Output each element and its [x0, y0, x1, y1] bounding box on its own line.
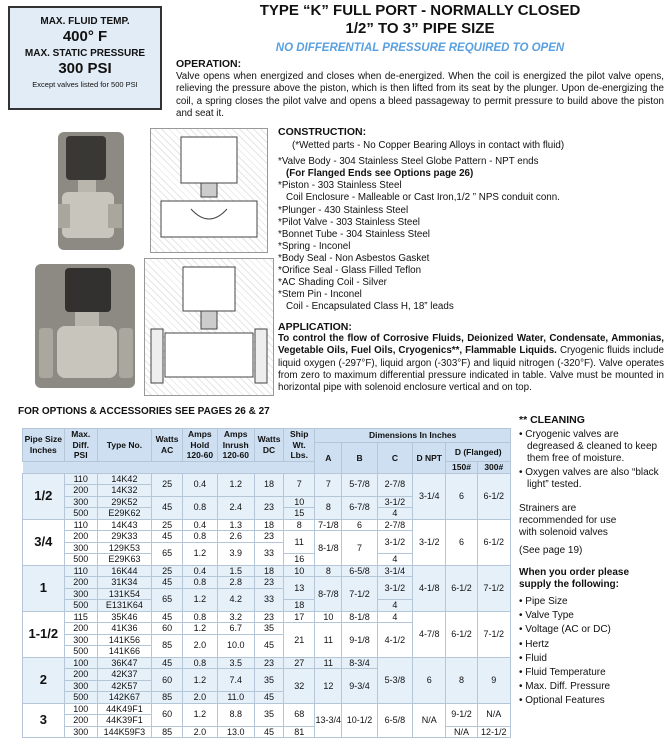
- dim-d-150: 6-1/2: [446, 611, 477, 657]
- max-diff: 300: [64, 542, 97, 554]
- spec-box: [8, 6, 162, 110]
- watts-dc: 33: [254, 542, 283, 565]
- order-item-text: Valve Type: [525, 610, 574, 622]
- ship-wt: 10: [284, 565, 315, 577]
- coil: Coil - Encapsulated Class H, 18” leads: [286, 301, 454, 313]
- max-diff: 500: [64, 600, 97, 612]
- cleaning-heading: ** CLEANING: [519, 414, 585, 426]
- max-diff: 300: [64, 496, 97, 508]
- dim-c: 3-1/2: [377, 577, 412, 600]
- watts-dc: 45: [254, 726, 283, 738]
- dim-c: 4-1/2: [377, 623, 412, 658]
- header-c: C: [377, 443, 412, 474]
- plunger: *Plunger - 430 Stainless Steel: [278, 204, 409, 216]
- ship-wt: 32: [284, 669, 315, 704]
- dim-d-150: 6-1/2: [446, 565, 477, 611]
- type-no: 42K37: [97, 669, 151, 681]
- watts-dc: 35: [254, 669, 283, 692]
- watts-ac: 60: [151, 669, 182, 692]
- dim-d-npt: 4-1/8: [413, 565, 446, 611]
- spring: *Spring - Inconel: [278, 240, 351, 252]
- ship-wt: 18: [284, 600, 315, 612]
- type-no: 14K42: [97, 473, 151, 485]
- dim-d-npt: 3-1/4: [413, 473, 446, 519]
- amps-hold: 0.8: [183, 657, 217, 669]
- pipe-size: 1: [23, 565, 65, 611]
- order-item: • Fluid: [519, 652, 547, 664]
- amps-hold: 0.4: [183, 565, 217, 577]
- amps-inrush: 3.5: [217, 657, 254, 669]
- strainers-note: Strainers are recommended for use with solenoid valves: [519, 503, 617, 538]
- ship-wt: 27: [284, 657, 315, 669]
- max-diff: 200: [64, 531, 97, 543]
- max-diff: 100: [64, 657, 97, 669]
- amps-inrush: 1.5: [217, 565, 254, 577]
- flanged-note: (For Flanged Ends see Options page 26): [286, 168, 474, 180]
- coil-enclosure: Coil Enclosure - Malleable or Cast Iron,1/2 ” NPS conduit conn.: [286, 192, 560, 204]
- order-item: • Voltage (AC or DC): [519, 624, 611, 636]
- type-no: E29K63: [97, 554, 151, 566]
- amps-hold: 1.2: [183, 669, 217, 692]
- pressure-label: MAX. STATIC PRESSURE: [24, 48, 146, 59]
- ship-wt: 7: [284, 473, 315, 496]
- operation-heading: OPERATION:: [176, 58, 242, 70]
- max-diff: 500: [64, 554, 97, 566]
- order-item: • Fluid Temperature: [519, 667, 606, 679]
- amps-hold: 1.2: [183, 542, 217, 565]
- dim-d-npt: 4-7/8: [413, 611, 446, 657]
- order-item-text: Optional Features: [525, 695, 605, 707]
- dim-d-150: 6: [446, 519, 477, 565]
- amps-hold: 1.2: [183, 703, 217, 726]
- watts-dc: 35: [254, 623, 283, 635]
- dim-d-300: 6-1/2: [477, 473, 510, 519]
- header-dimensions: Dimensions In Inches: [315, 429, 511, 443]
- order-item: • Max. Diff. Pressure: [519, 681, 611, 693]
- dim-b: 10-1/2: [342, 703, 377, 738]
- amps-hold: 0.4: [183, 519, 217, 531]
- dim-c: 6-5/8: [377, 703, 412, 738]
- watts-dc: 23: [254, 657, 283, 669]
- watts-dc: 23: [254, 577, 283, 589]
- valve-photo-flanged: [35, 264, 135, 388]
- cleaning-bullet-2-text: Oxygen valves are also “black light” tested.: [525, 467, 659, 490]
- header-watts-ac: Watts AC: [151, 429, 182, 462]
- amps-hold: 0.8: [183, 531, 217, 543]
- pipe-size: 3: [23, 703, 65, 738]
- operation-text: Valve opens when energized and closes when de-energized. When the coil is energized the pilot valve opens, relieving the pressure above the piston, which is then lifted from its seat by the plunger. Upon de-energizing the coil, a spring closes the pilot valve and opens a bleed passageway to permit pressure to build above the piston and seat it.: [176, 71, 664, 120]
- dim-c: 4: [377, 600, 412, 612]
- wetted-note: (*Wetted parts - No Copper Bearing Alloys in contact with fluid): [292, 140, 565, 152]
- amps-inrush: 2.4: [217, 496, 254, 519]
- watts-ac: 45: [151, 577, 182, 589]
- dim-a: 10: [315, 611, 342, 623]
- watts-dc: 23: [254, 531, 283, 543]
- dim-b: 7-1/2: [342, 577, 377, 612]
- header-ship-wt: Ship Wt. Lbs.: [284, 429, 315, 462]
- watts-ac: 60: [151, 623, 182, 635]
- max-diff: 300: [64, 634, 97, 646]
- amps-hold: 0.8: [183, 611, 217, 623]
- pipe-size: 3/4: [23, 519, 65, 565]
- dim-a: 8: [315, 496, 342, 519]
- pipe-size: 2: [23, 657, 65, 703]
- max-diff: 200: [64, 577, 97, 589]
- watts-dc: 23: [254, 496, 283, 519]
- dim-a: 8-7/8: [315, 577, 342, 612]
- type-no: 14K32: [97, 485, 151, 497]
- dim-c: 3-1/4: [377, 565, 412, 577]
- header-pipe-size: Pipe Size Inches: [23, 429, 65, 462]
- header-a: A: [315, 443, 342, 474]
- dim-b: 6-7/8: [342, 496, 377, 519]
- max-diff: 300: [64, 680, 97, 692]
- watts-dc: 45: [254, 634, 283, 657]
- order-item-text: Hertz: [525, 638, 550, 650]
- valve-photo-threaded: [58, 132, 124, 250]
- dim-b: 6: [342, 519, 377, 531]
- amps-inrush: 2.6: [217, 531, 254, 543]
- dim-c: 4: [377, 508, 412, 520]
- watts-ac: 85: [151, 692, 182, 704]
- fluid-temp-label: MAX. FLUID TEMP.: [40, 16, 130, 27]
- dim-d-150: N/A: [446, 726, 477, 738]
- max-diff: 300: [64, 588, 97, 600]
- dim-b: 5-7/8: [342, 473, 377, 496]
- header-b: B: [342, 443, 377, 474]
- watts-ac: 85: [151, 726, 182, 738]
- type-no: 35K46: [97, 611, 151, 623]
- ship-wt: 68: [284, 703, 315, 726]
- amps-inrush: 1.3: [217, 519, 254, 531]
- type-no: 16K44: [97, 565, 151, 577]
- application-section: [278, 321, 664, 394]
- orifice-seal: *Orifice Seal - Glass Filled Teflon: [278, 265, 422, 277]
- max-diff: 300: [64, 726, 97, 738]
- dim-a: 7-1/8: [315, 519, 342, 531]
- amps-inrush: 4.2: [217, 588, 254, 611]
- max-diff: 115: [64, 611, 97, 623]
- type-no: 141K66: [97, 646, 151, 658]
- ship-wt: 16: [284, 554, 315, 566]
- header-d-npt: D NPT: [413, 443, 446, 474]
- max-diff: 500: [64, 692, 97, 704]
- dim-d-npt: 3-1/2: [413, 519, 446, 565]
- order-item-text: Fluid: [525, 652, 547, 664]
- dim-c: 4: [377, 554, 412, 566]
- dim-d-300: N/A: [477, 703, 510, 726]
- header-watts-dc: Watts DC: [254, 429, 283, 462]
- cleaning-section: [519, 414, 667, 709]
- ship-wt: 17: [284, 611, 315, 623]
- type-no: 144K59F3: [97, 726, 151, 738]
- watts-dc: 33: [254, 588, 283, 611]
- watts-ac: 85: [151, 634, 182, 657]
- ship-wt: 11: [284, 531, 315, 554]
- see-page-note: (See page 19): [519, 545, 583, 556]
- type-no: 41K36: [97, 623, 151, 635]
- type-no: 29K52: [97, 496, 151, 508]
- fluid-temp-value: 400° F: [62, 28, 108, 45]
- max-diff: 500: [64, 508, 97, 520]
- title-line1: TYPE “K” FULL PORT - NORMALLY CLOSED: [259, 2, 581, 19]
- dim-d-150: 6: [446, 473, 477, 519]
- dim-d-150: 8: [446, 657, 477, 703]
- order-item-text: Pipe Size: [525, 596, 568, 607]
- watts-ac: 25: [151, 473, 182, 496]
- construction-section: [278, 126, 664, 313]
- max-diff: 110: [64, 473, 97, 485]
- amps-inrush: 3.2: [217, 611, 254, 623]
- bonnet-tube: *Bonnet Tube - 304 Stainless Steel: [278, 228, 430, 240]
- amps-hold: 0.4: [183, 473, 217, 496]
- amps-hold: 0.8: [183, 577, 217, 589]
- watts-dc: 18: [254, 473, 283, 496]
- dim-a: 7: [315, 473, 342, 496]
- dim-c: 4: [377, 611, 412, 623]
- type-no: 14K43: [97, 519, 151, 531]
- header-amps-inrush: Amps Inrush 120-60: [217, 429, 254, 462]
- order-item-text: Max. Diff. Pressure: [525, 681, 611, 693]
- header-d-flanged: D (Flanged): [446, 443, 511, 462]
- pressure-value: 300 PSI: [58, 60, 112, 77]
- amps-inrush: 8.8: [217, 703, 254, 726]
- page-title: [178, 2, 662, 38]
- type-no: 44K49F1: [97, 703, 151, 715]
- watts-ac: 45: [151, 611, 182, 623]
- type-no: E131K64: [97, 600, 151, 612]
- ship-wt: 8: [284, 519, 315, 531]
- amps-inrush: 7.4: [217, 669, 254, 692]
- watts-ac: 45: [151, 657, 182, 669]
- order-item: • Optional Features: [519, 695, 605, 707]
- dim-c: 2-7/8: [377, 519, 412, 531]
- order-item-text: Voltage (AC or DC): [525, 624, 611, 636]
- max-diff: 200: [64, 485, 97, 497]
- order-item: • Valve Type: [519, 610, 574, 622]
- dim-b: 9-1/8: [342, 623, 377, 658]
- amps-inrush: 1.2: [217, 473, 254, 496]
- amps-hold: 1.2: [183, 623, 217, 635]
- watts-ac: 25: [151, 565, 182, 577]
- type-no: 131K54: [97, 588, 151, 600]
- cross-section-threaded: [150, 128, 268, 253]
- amps-hold: 2.0: [183, 692, 217, 704]
- dim-c: 3-1/2: [377, 496, 412, 508]
- watts-ac: 45: [151, 496, 182, 519]
- ship-wt: 15: [284, 508, 315, 520]
- stem-pin: *Stem Pin - Inconel: [278, 289, 362, 301]
- pressure-note: Except valves listed for 500 PSI: [32, 80, 138, 89]
- cleaning-bullet-1: • Cryogenic valves are degreased & cleaned to keep them free of moisture.: [519, 429, 658, 464]
- watts-dc: 18: [254, 519, 283, 531]
- type-no: 29K33: [97, 531, 151, 543]
- options-note: FOR OPTIONS & ACCESSORIES SEE PAGES 26 & 27: [18, 406, 270, 417]
- amps-inrush: 6.7: [217, 623, 254, 635]
- header-amps-hold: Amps Hold 120-60: [183, 429, 217, 462]
- dim-d-300: 12-1/2: [477, 726, 510, 738]
- ship-wt: 10: [284, 496, 315, 508]
- amps-hold: 2.0: [183, 634, 217, 657]
- application-heading: APPLICATION:: [278, 321, 352, 333]
- type-no: 31K34: [97, 577, 151, 589]
- dim-b: 7: [342, 531, 377, 566]
- title-line2: 1/2” TO 3” PIPE SIZE: [345, 20, 495, 37]
- max-diff: 110: [64, 565, 97, 577]
- dim-d-300: 7-1/2: [477, 565, 510, 611]
- construction-heading: CONSTRUCTION:: [278, 126, 367, 138]
- dim-a: 11: [315, 623, 342, 658]
- valve-table: [22, 428, 511, 738]
- header-300: 300#: [477, 461, 510, 473]
- order-item: • Hertz: [519, 638, 550, 650]
- dim-c: 3-1/2: [377, 531, 412, 554]
- page-subtitle: NO DIFFERENTIAL PRESSURE REQUIRED TO OPEN: [275, 42, 565, 54]
- watts-dc: 45: [254, 692, 283, 704]
- dim-c: 5-3/8: [377, 657, 412, 703]
- type-no: 142K67: [97, 692, 151, 704]
- dim-b: 8-3/4: [342, 657, 377, 669]
- header-150: 150#: [446, 461, 477, 473]
- dim-b: 9-3/4: [342, 669, 377, 704]
- max-diff: 200: [64, 623, 97, 635]
- header-type-no: Type No.: [97, 429, 151, 462]
- amps-inrush: 10.0: [217, 634, 254, 657]
- max-diff: 500: [64, 646, 97, 658]
- dim-d-npt: N/A: [413, 703, 446, 738]
- dim-d-300: 7-1/2: [477, 611, 510, 657]
- max-diff: 200: [64, 669, 97, 681]
- dim-b: 6-5/8: [342, 565, 377, 577]
- dim-d-150: 9-1/2: [446, 703, 477, 726]
- dim-a: 13-3/4: [315, 703, 342, 738]
- watts-dc: 35: [254, 703, 283, 726]
- watts-dc: 23: [254, 611, 283, 623]
- amps-hold: 0.8: [183, 496, 217, 519]
- shading-coil: *AC Shading Coil - Silver: [278, 277, 387, 289]
- cleaning-bullet-1-text: Cryogenic valves are degreased & cleaned to keep them free of moisture.: [525, 429, 658, 464]
- header-max-diff: Max. Diff. PSI: [64, 429, 97, 462]
- cross-section-flanged: [144, 258, 274, 396]
- max-diff: 100: [64, 703, 97, 715]
- type-no: 44K39F1: [97, 715, 151, 727]
- pipe-size: 1-1/2: [23, 611, 65, 657]
- body-seal: *Body Seal - Non Asbestos Gasket: [278, 252, 430, 264]
- cleaning-bullet-2: • Oxygen valves are also “black light” tested.: [519, 467, 659, 490]
- dim-a: 8: [315, 565, 342, 577]
- piston: *Piston - 303 Stainless Steel: [278, 180, 402, 192]
- watts-ac: 65: [151, 588, 182, 611]
- amps-hold: 1.2: [183, 588, 217, 611]
- dim-d-300: 6-1/2: [477, 519, 510, 565]
- application-text: Cryogenic fluids include liquid oxygen (-297°F), liquid argon (-303°F) and liquid nitrogen (-320°F). Valve operates from zero to maximum differential pressure indicated in table. Valve must be mounted in horizontal pipe with solenoid enclosure vertical and on top.: [278, 345, 665, 394]
- valve-body: *Valve Body - 304 Stainless Steel Globe Pattern - NPT ends: [278, 156, 539, 168]
- dim-c: 2-7/8: [377, 473, 412, 496]
- pipe-size: 1/2: [23, 473, 65, 519]
- order-heading: When you order please supply the following:: [519, 567, 630, 590]
- dim-b: 8-1/8: [342, 611, 377, 623]
- max-diff: 110: [64, 519, 97, 531]
- application-bold-text: To control the flow of Corrosive Fluids, Deionized Water, Condensate, Ammonias, Vegetable Oils, Fuel Oils, Cryogenics**, Flammable Liquids.: [278, 333, 664, 357]
- ship-wt: 21: [284, 623, 315, 658]
- amps-inrush: 3.9: [217, 542, 254, 565]
- dim-a: 11: [315, 657, 342, 669]
- pilot-valve: *Pilot Valve - 303 Stainless Steel: [278, 216, 420, 228]
- amps-hold: 2.0: [183, 726, 217, 738]
- type-no: 129K53: [97, 542, 151, 554]
- order-item-text: Fluid Temperature: [525, 667, 606, 679]
- type-no: 42K57: [97, 680, 151, 692]
- amps-inrush: 2.8: [217, 577, 254, 589]
- watts-ac: 25: [151, 519, 182, 531]
- type-no: E29K62: [97, 508, 151, 520]
- watts-ac: 60: [151, 703, 182, 726]
- ship-wt: 13: [284, 577, 315, 600]
- dim-d-300: 9: [477, 657, 510, 703]
- max-diff: 200: [64, 715, 97, 727]
- watts-dc: 18: [254, 565, 283, 577]
- amps-inrush: 11.0: [217, 692, 254, 704]
- type-no: 141K56: [97, 634, 151, 646]
- order-item: • Pipe Size: [519, 596, 568, 607]
- ship-wt: 81: [284, 726, 315, 738]
- amps-inrush: 13.0: [217, 726, 254, 738]
- watts-ac: 45: [151, 531, 182, 543]
- dim-d-npt: 6: [413, 657, 446, 703]
- dim-a: 12: [315, 669, 342, 704]
- watts-ac: 65: [151, 542, 182, 565]
- type-no: 36K47: [97, 657, 151, 669]
- dim-a: 8-1/8: [315, 531, 342, 566]
